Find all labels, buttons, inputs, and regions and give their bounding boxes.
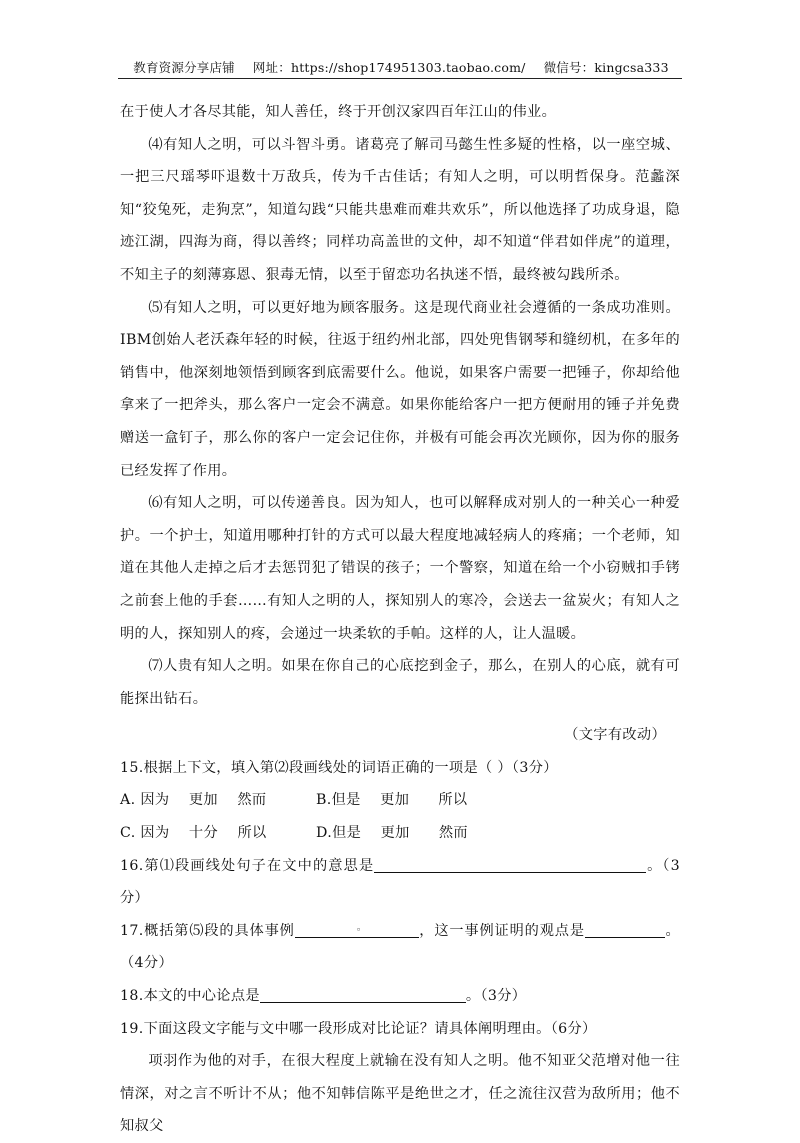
question-18 bbox=[120, 980, 680, 1013]
question-17 bbox=[120, 915, 680, 980]
question-18-suffix: 。（3分） bbox=[465, 988, 527, 1005]
question-17-prefix: 17.概括第⑸段的具体事例 bbox=[120, 922, 295, 939]
header-wechat: 微信号：kingcsa333 bbox=[543, 60, 669, 75]
option-b: B.但是 更加 所以 bbox=[316, 792, 468, 809]
source-note: （文字有改动） bbox=[564, 727, 666, 744]
document-body bbox=[120, 96, 680, 1143]
answer-blank-18[interactable] bbox=[260, 984, 466, 1003]
header-url: 网址：https://shop174951303.taobao.com/ bbox=[252, 60, 526, 75]
question-17-suffix: 。（4分） bbox=[120, 922, 680, 972]
option-c: C. 因为 十分 所以 bbox=[120, 825, 267, 842]
paragraph-continuation: 在于使人才各尽其能，知人善任，终于开创汉家四百年江山的伟业。 bbox=[120, 104, 557, 120]
question-19-passage: 项羽作为他的对手，在很大程度上就输在没有知人之明。他不知亚父范增对他一往情深，对之言不听计不从；他不知韩信陈平是绝世之才，任之流往汉营为敌所用；他不知叔父 bbox=[120, 1053, 680, 1135]
paragraph-4: ⑷有知人之明，可以斗智斗勇。诸葛亮了解司马懿生性多疑的性格，以一座空城、一把三尺瑶琴吓退数十万敌兵，传为千古佳话；有知人之明，可以明哲保身。范蠡深知“狡兔死，走狗烹”，知道勾践“只能共患难而难共欢乐”，所以他选择了功成身退，隐迹江湖，四海为商，得以善终；同样功高盖世的文仲，却不知道“伴君如伴虎”的道理，不知主子的刻薄寡恩、狠毒无情，以至于留恋功名执迷不悟，最终被勾践所杀。 bbox=[120, 136, 680, 283]
question-17-middle: ，这一事例证明的观点是 bbox=[418, 922, 585, 939]
answer-blank-17-viewpoint[interactable] bbox=[585, 919, 665, 938]
question-19-stem: 19.下面这段文字能与文中哪一段形成对比论证？请具体阐明理由。（6分） bbox=[120, 1020, 597, 1037]
question-16-prefix: 16.第⑴段画线处句子在文中的意思是 bbox=[120, 857, 375, 874]
option-d: D.但是 更加 然而 bbox=[316, 825, 468, 842]
question-16-suffix: 。（3分） bbox=[120, 857, 680, 907]
question-15-options-row-2 bbox=[120, 817, 680, 850]
paragraph-6: ⑹有知人之明，可以传递善良。因为知人，也可以解释成对别人的一种关心一种爱护。一个护士，知道用哪种打针的方式可以最大程度地减轻病人的疼痛；一个老师，知道在其他人走掉之后才去惩罚犯了错误的孩子；一个警察，知道在给一个小窃贼扣手铐之前套上他的手套……有知人之明的人，探知别人的寒冷，会送去一盆炭火；有知人之明的人，探知别人的疼，会递过一块柔软的手帕。这样的人，让人温暖。 bbox=[120, 495, 680, 642]
answer-blank-17-event[interactable] bbox=[295, 919, 419, 938]
question-15-options-row-1 bbox=[120, 784, 680, 817]
paragraph-7: ⑺人贵有知人之明。如果在你自己的心底挖到金子，那么，在别人的心底，就有可能探出钻石。 bbox=[120, 658, 680, 707]
page-header bbox=[120, 58, 682, 76]
paragraph-5: ⑸有知人之明，可以更好地为顾客服务。这是现代商业社会遵循的一条成功准则。IBM创始人老沃森年轻的时候，往返于纽约州北部，四处兜售钢琴和缝纫机，在多年的销售中，他深刻地领悟到顾客到底需要什么。他说，如果客户需要一把锤子，你却给他拿来了一把斧头，那么客户一定会不满意。如果你能给客户一把方便耐用的锤子并免费赠送一盒钉子，那么你的客户一定会记住你，并极有可能会再次光顾你，因为你的服务已经发挥了作用。 bbox=[120, 299, 680, 479]
option-a: A. 因为 更加 然而 bbox=[120, 792, 267, 809]
question-16 bbox=[120, 850, 680, 915]
blank-mark: 。 bbox=[356, 921, 368, 933]
header-shop-name: 教育资源分享店铺 bbox=[133, 60, 235, 75]
question-18-prefix: 18.本文的中心论点是 bbox=[120, 988, 260, 1005]
answer-blank-16[interactable] bbox=[374, 854, 646, 873]
header-divider bbox=[118, 78, 682, 79]
question-15-stem: 15.根据上下文，填入第⑵段画线处的词语正确的一项是（ ）（3分） bbox=[120, 759, 558, 776]
